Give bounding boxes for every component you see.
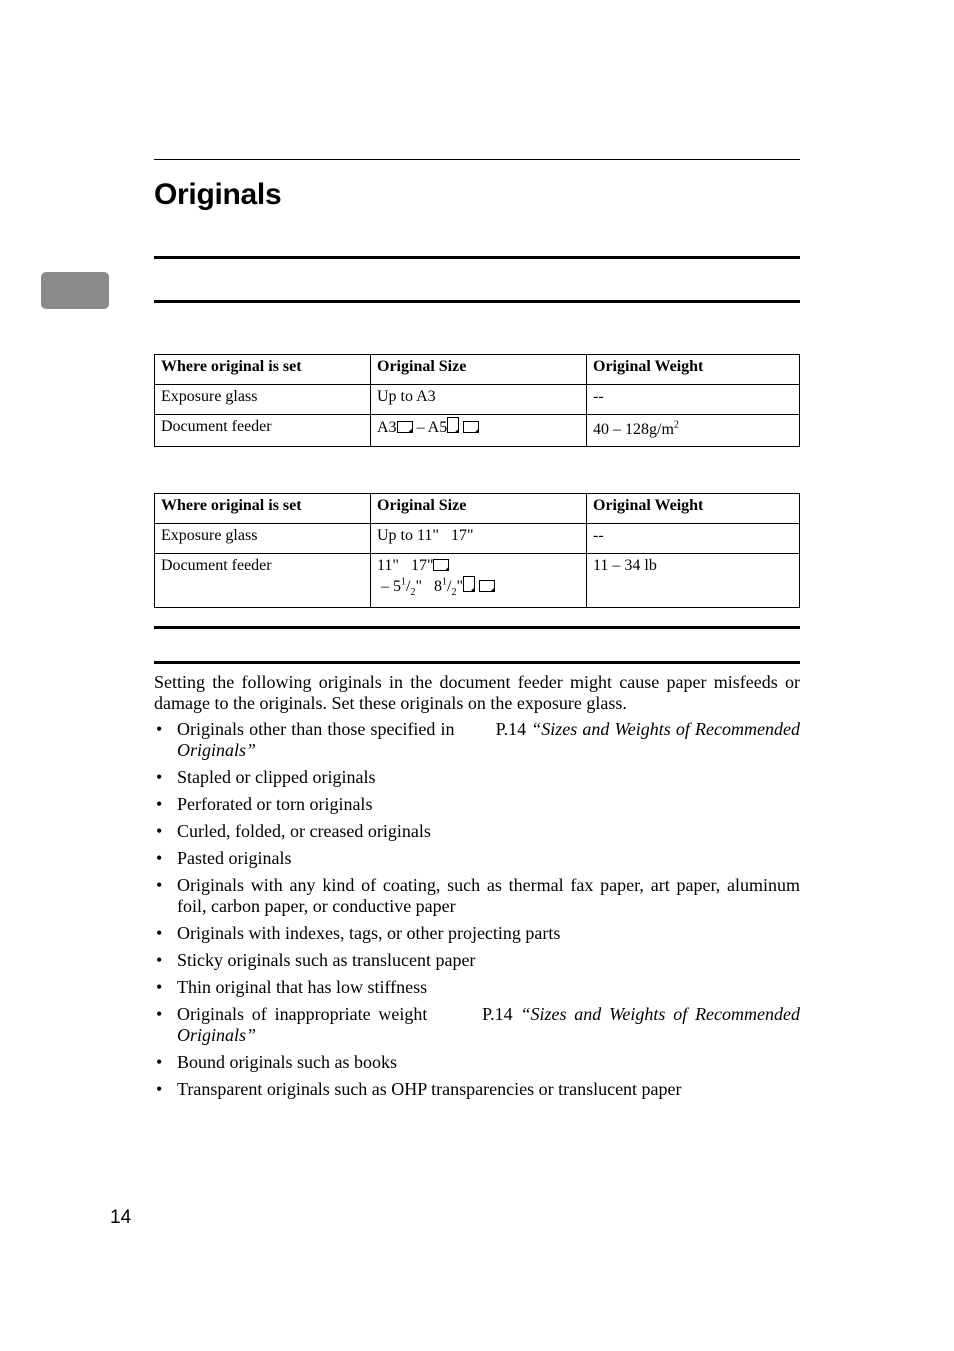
bullet-list: [154, 719, 800, 1106]
section-rule-bottom: [154, 300, 800, 303]
table-row: [155, 385, 800, 415]
reference-title: “Sizes and Weights of Recommended Originals”: [177, 719, 800, 760]
reference-title: “Sizes and Weights of Recommended Originals”: [177, 1004, 801, 1045]
header-where: Where original is set: [155, 355, 371, 385]
header-size: Original Size: [371, 355, 587, 385]
list-item: • Originals of inappropriate weight P.14 “Sizes and Weights of Recommended Originals”: [154, 1004, 800, 1046]
inch-size-table: [154, 493, 800, 608]
cell-size: [371, 415, 587, 447]
cell-weight: [587, 415, 800, 447]
header-weight: Original Weight: [587, 355, 800, 385]
cell-size: [371, 554, 587, 608]
paper-portrait-icon: [463, 576, 475, 592]
paper-landscape-icon: [463, 421, 479, 433]
page-title: Originals: [154, 178, 282, 211]
cell-size: Up to 11" 17": [371, 524, 587, 554]
cell-weight: --: [587, 524, 800, 554]
section-rule-bottom: [154, 661, 800, 664]
cell-size: Up to A3: [371, 385, 587, 415]
size-to: – A5: [412, 419, 448, 436]
weight-exponent: 2: [673, 419, 679, 431]
list-item: • Transparent originals such as OHP transparencies or translucent paper: [154, 1079, 800, 1100]
list-item: • Sticky originals such as translucent paper: [154, 950, 800, 971]
paper-landscape-icon: [397, 421, 413, 433]
metric-size-table: [154, 354, 800, 447]
table-row: [155, 415, 800, 447]
page-reference: P.14: [482, 1004, 513, 1024]
cell-where: Document feeder: [155, 415, 371, 447]
cell-where: Exposure glass: [155, 524, 371, 554]
paper-landscape-icon: [479, 580, 495, 592]
list-item: • Stapled or clipped originals: [154, 767, 800, 788]
section-rule-top: [154, 626, 800, 629]
header-where: Where original is set: [155, 494, 371, 524]
cell-where: Document feeder: [155, 554, 371, 608]
cell-weight: 11 – 34 lb: [587, 554, 800, 608]
paper-portrait-icon: [447, 417, 459, 433]
list-item: • Originals with indexes, tags, or other projecting parts: [154, 923, 800, 944]
size-line-1: 11" 17": [377, 556, 580, 576]
page-reference: P.14: [495, 719, 527, 739]
table-header-row: [155, 355, 800, 385]
list-item: • Bound originals such as books: [154, 1052, 800, 1073]
section-rule-top: [154, 256, 800, 259]
table-row: [155, 554, 800, 608]
chapter-tab: [41, 272, 109, 309]
list-item: • Perforated or torn originals: [154, 794, 800, 815]
header-weight: Original Weight: [587, 494, 800, 524]
table-row: [155, 524, 800, 554]
list-item: • Originals with any kind of coating, such as thermal fax paper, art paper, aluminum foil, carbon paper, or conductive paper: [154, 875, 800, 917]
size-line-2: – $5^1/_2$" $8^1/_2$": [377, 576, 580, 597]
cell-weight: --: [587, 385, 800, 415]
header-size: Original Size: [371, 494, 587, 524]
intro-paragraph: Setting the following originals in the document feeder might cause paper misfeeds or damage to the originals. Set these originals on the exposure glass.: [154, 672, 800, 713]
list-item: • Originals other than those specified in P.14 “Sizes and Weights of Recommended Originals”: [154, 719, 800, 761]
cell-where: Exposure glass: [155, 385, 371, 415]
list-item: • Curled, folded, or creased originals: [154, 821, 800, 842]
list-item: • Thin original that has low stiffness: [154, 977, 800, 998]
list-item: • Pasted originals: [154, 848, 800, 869]
page-number: 14: [110, 1207, 132, 1228]
weight-value: 40 – 128g/m: [593, 421, 674, 438]
top-rule: [154, 159, 800, 160]
table-header-row: [155, 494, 800, 524]
size-from: A3: [377, 419, 397, 436]
paper-landscape-icon: [433, 559, 449, 571]
